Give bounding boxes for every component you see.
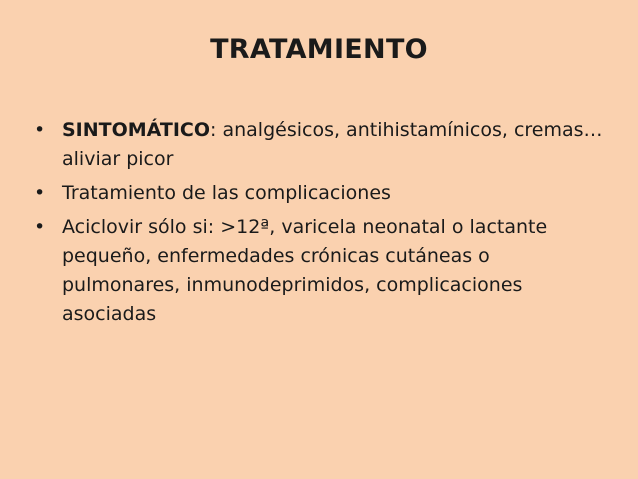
slide-title: TRATAMIENTO: [210, 34, 428, 65]
bullet-strong-text: SINTOMÁTICO: [62, 119, 211, 141]
bullet-item-aciclovir: [34, 213, 614, 329]
bullet-marker: •: [34, 182, 46, 204]
bullet-text: Aciclovir sólo si: >12ª, varicela neonatal o lactante pequeño, enfermedades crónicas cutáneas o pulmonares, inmunodeprimidos, complicaciones asociadas: [62, 216, 548, 325]
bullet-item-complicaciones: [34, 179, 614, 208]
bullet-text: : analgésicos, antihistamínicos, cremas…aliviar picor: [62, 119, 603, 170]
bullet-item-sintomatico: [34, 116, 614, 174]
bullet-marker: •: [34, 216, 46, 238]
bullet-list: [34, 116, 614, 334]
bullet-marker: •: [34, 119, 46, 141]
bullet-text: Tratamiento de las complicaciones: [62, 182, 391, 204]
